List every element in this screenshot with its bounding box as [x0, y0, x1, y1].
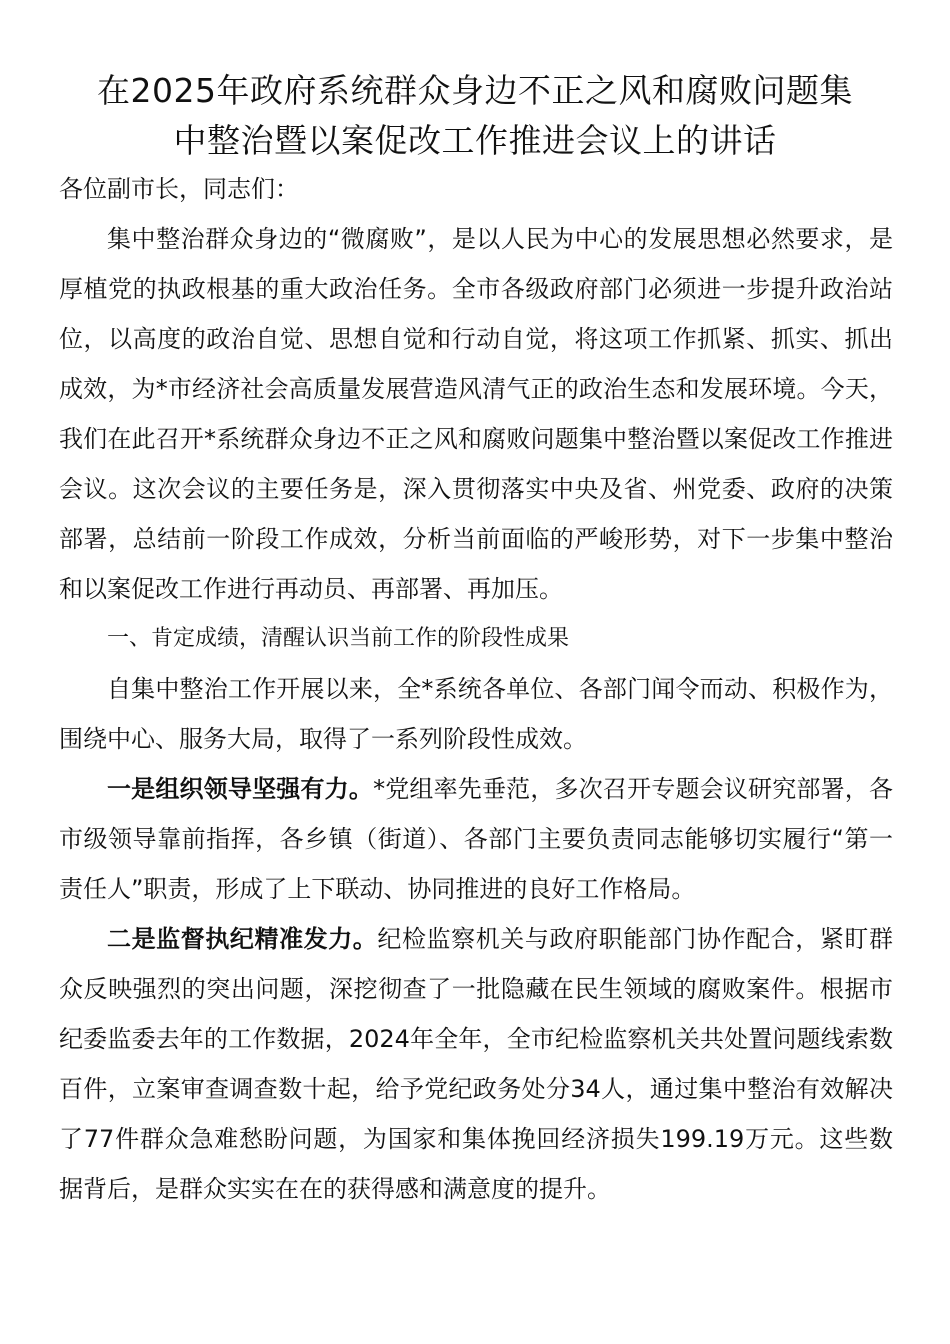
- section-1-intro-paragraph: 自集中整治工作开展以来，全*系统各单位、各部门闻令而动、积极作为，围绕中心、服务大局，取得了一系列阶段性成效。: [59, 675, 893, 753]
- section-1-heading: 一、肯定成绩，清醒认识当前工作的阶段性成果: [107, 626, 570, 651]
- point-2-paragraph: [59, 914, 893, 1214]
- document-body: [59, 164, 893, 1214]
- point-2-lead: 二是监督执纪精准发力。: [107, 925, 378, 953]
- intro-paragraph: 集中整治群众身边的“微腐败”，是以人民为中心的发展思想必然要求，是厚植党的执政根基的重大政治任务。全市各级政府部门必须进一步提升政治站位，以高度的政治自觉、思想自觉和行动自觉，将这项工作抓紧、抓实、抓出成效，为*市经济社会高质量发展营造风清气正的政治生态和发展环境。今天，我们在此召开*系统群众身边不正之风和腐败问题集中整治暨以案促改工作推进会议。这次会议的主要任务是，深入贯彻落实中央及省、州党委、政府的决策部署，总结前一阶段工作成效，分析当前面临的严峻形势，对下一步集中整治和以案促改工作进行再动员、再部署、再加压。: [59, 225, 893, 603]
- point-2-text: 纪检监察机关与政府职能部门协作配合，紧盯群众反映强烈的突出问题，深挖彻查了一批隐藏在民生领域的腐败案件。根据市纪委监委去年的工作数据，2024年全年，全市纪检监察机关共处置问题线索数百件，立案审查调查数十起，给予党纪政务处分34人，通过集中整治有效解决了77件群众急难愁盼问题，为国家和集体挽回经济损失199.19万元。这些数据背后，是群众实实在在的获得感和满意度的提升。: [59, 925, 894, 1203]
- salutation: 各位副市长，同志们：: [59, 175, 299, 203]
- title-line-2: 中整治暨以案促改工作推进会议上的讲话: [173, 121, 777, 160]
- title-line-1: 在2025年政府系统群众身边不正之风和腐败问题集: [97, 71, 853, 110]
- point-1-lead: 一是组织领导坚强有力。: [107, 775, 374, 803]
- point-1-paragraph: [59, 764, 893, 914]
- point-1-text: *党组率先垂范，多次召开专题会议研究部署，各市级领导靠前指挥，各乡镇（街道）、各部门主要负责同志能够切实履行“第一责任人”职责，形成了上下联动、协同推进的良好工作格局。: [59, 775, 893, 903]
- document-title: [40, 66, 910, 166]
